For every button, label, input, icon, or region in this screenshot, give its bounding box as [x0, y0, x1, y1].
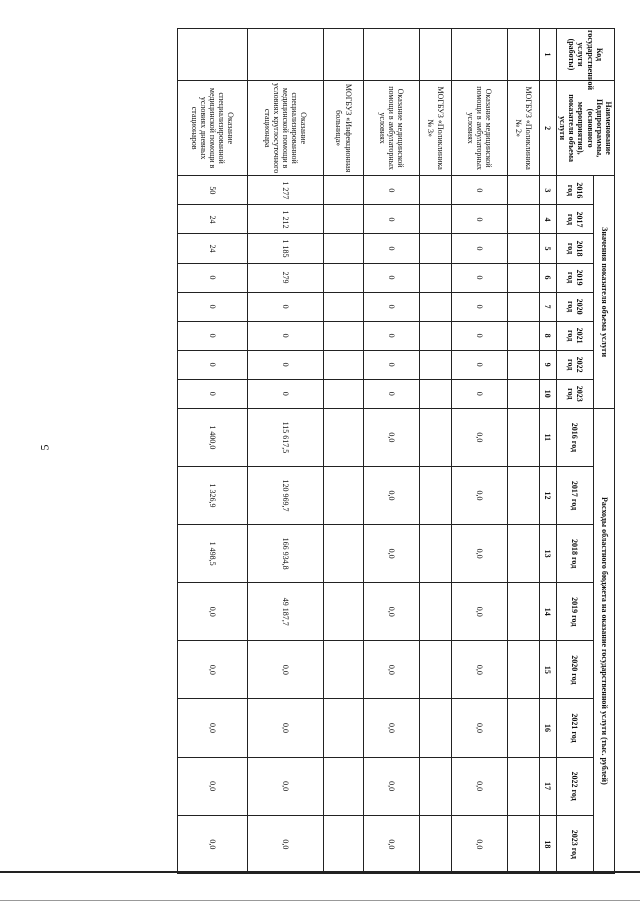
- volume-value-cell: [323, 350, 363, 379]
- volume-value-cell: [323, 321, 363, 350]
- budget-value-cell: [323, 815, 363, 873]
- volume-value-cell: [419, 379, 451, 408]
- table-row: [247, 29, 323, 874]
- volume-value-cell: 24: [177, 205, 247, 234]
- budget-value-cell: [507, 525, 539, 583]
- volume-value-cell: [419, 321, 451, 350]
- budget-value-cell: 1 400,0: [177, 408, 247, 466]
- volume-value-cell: 0: [177, 321, 247, 350]
- budget-value-cell: [323, 641, 363, 699]
- budget-year: 2020 год: [556, 641, 593, 699]
- budget-value-cell: [507, 583, 539, 641]
- service-code-cell: [247, 29, 323, 81]
- budget-value-cell: 120 969,7: [247, 466, 323, 524]
- header-code: Код государственной услуги (работы): [556, 29, 614, 81]
- budget-value-cell: 0,0: [177, 757, 247, 815]
- budget-value-cell: 0,0: [451, 757, 507, 815]
- volume-value-cell: [507, 321, 539, 350]
- volume-value-cell: 0: [363, 234, 419, 263]
- budget-value-cell: [323, 583, 363, 641]
- col-number: 5: [539, 234, 556, 263]
- col-number: 11: [539, 408, 556, 466]
- table-row: [363, 29, 419, 874]
- budget-value-cell: 0,0: [451, 815, 507, 873]
- volume-value-cell: 0: [363, 350, 419, 379]
- budget-value-cell: [419, 525, 451, 583]
- budget-value-cell: [419, 408, 451, 466]
- col-number: 10: [539, 379, 556, 408]
- service-code-cell: [451, 29, 507, 81]
- col-number: 15: [539, 641, 556, 699]
- budget-value-cell: [507, 757, 539, 815]
- vol-year: 2017 год: [556, 205, 593, 234]
- volume-value-cell: 279: [247, 263, 323, 292]
- service-name-cell: Оказание специализированной медицинской помощи в условиях круглосуточного стационара: [247, 80, 323, 175]
- budget-value-cell: 0,0: [451, 583, 507, 641]
- budget-value-cell: 0,0: [451, 408, 507, 466]
- budget-value-cell: [419, 815, 451, 873]
- volume-value-cell: [507, 350, 539, 379]
- volume-value-cell: 0: [247, 350, 323, 379]
- budget-value-cell: 49 187,7: [247, 583, 323, 641]
- service-code-cell: [419, 29, 451, 81]
- bottom-rule-thin: [0, 900, 640, 901]
- header-name: Наименование Подпрограммы, (основного мероприятия), показателя объема услуги: [556, 80, 614, 175]
- budget-value-cell: 0,0: [363, 583, 419, 641]
- col-number: 6: [539, 263, 556, 292]
- col-number: 9: [539, 350, 556, 379]
- service-name-cell: МОГБУЗ «Поликлиника № 3»: [419, 80, 451, 175]
- budget-value-cell: [323, 408, 363, 466]
- col-number: 3: [539, 176, 556, 205]
- volume-value-cell: [507, 292, 539, 321]
- budget-value-cell: 0,0: [363, 815, 419, 873]
- budget-value-cell: 0,0: [451, 699, 507, 757]
- volume-value-cell: 24: [177, 234, 247, 263]
- budget-value-cell: 0,0: [177, 699, 247, 757]
- service-name-cell: МОГБУЗ «Поликлиника № 2»: [507, 80, 539, 175]
- header-budget-group: Расходы областного бюджета на оказание государственной услуги (тыс. рублей): [593, 408, 614, 873]
- volume-value-cell: [323, 292, 363, 321]
- budget-value-cell: [507, 641, 539, 699]
- budget-value-cell: 115 617,5: [247, 408, 323, 466]
- budget-year: 2018 год: [556, 525, 593, 583]
- budget-year: 2021 год: [556, 699, 593, 757]
- budget-value-cell: 0,0: [363, 641, 419, 699]
- budget-value-cell: [323, 757, 363, 815]
- volume-value-cell: [323, 379, 363, 408]
- volume-value-cell: 0: [451, 379, 507, 408]
- service-code-cell: [177, 29, 247, 81]
- volume-value-cell: 0: [247, 292, 323, 321]
- budget-value-cell: 0,0: [363, 525, 419, 583]
- col-number: 1: [539, 29, 556, 81]
- service-name-cell: МОГБУЗ «Инфекционная больница»: [323, 80, 363, 175]
- bottom-rule: [0, 871, 640, 873]
- col-number: 4: [539, 205, 556, 234]
- service-code-cell: [363, 29, 419, 81]
- vol-year: 2023 год: [556, 379, 593, 408]
- budget-value-cell: [507, 408, 539, 466]
- volume-value-cell: 50: [177, 176, 247, 205]
- budget-value-cell: 0,0: [247, 757, 323, 815]
- budget-value-cell: 1 498,5: [177, 525, 247, 583]
- budget-value-cell: 0,0: [247, 699, 323, 757]
- budget-value-cell: 0,0: [247, 641, 323, 699]
- volume-value-cell: 0: [177, 292, 247, 321]
- budget-value-cell: 0,0: [177, 641, 247, 699]
- column-numbers-row: [539, 29, 556, 874]
- budget-value-cell: [419, 757, 451, 815]
- budget-value-cell: [419, 583, 451, 641]
- budget-value-cell: 0,0: [363, 757, 419, 815]
- volume-value-cell: 0: [363, 176, 419, 205]
- col-number: 2: [539, 80, 556, 175]
- table-row: [451, 29, 507, 874]
- volume-value-cell: 0: [451, 234, 507, 263]
- budget-year: 2016 год: [556, 408, 593, 466]
- service-name-cell: Оказание специализированной медицинской помощи в условиях дневных стационаров: [177, 80, 247, 175]
- volume-value-cell: 0: [363, 321, 419, 350]
- budget-value-cell: 0,0: [451, 466, 507, 524]
- volume-value-cell: 0: [451, 350, 507, 379]
- volume-value-cell: [323, 234, 363, 263]
- volume-value-cell: 0: [177, 379, 247, 408]
- budget-value-cell: [323, 525, 363, 583]
- budget-value-cell: [507, 466, 539, 524]
- table-row: [507, 29, 539, 874]
- budget-value-cell: 0,0: [363, 408, 419, 466]
- vol-year: 2020 год: [556, 292, 593, 321]
- budget-value-cell: 0,0: [363, 466, 419, 524]
- volume-value-cell: 0: [451, 263, 507, 292]
- budget-value-cell: [507, 699, 539, 757]
- volume-value-cell: 0: [451, 176, 507, 205]
- col-number: 17: [539, 757, 556, 815]
- vol-year: 2018 год: [556, 234, 593, 263]
- page-number: 5: [37, 444, 52, 451]
- budget-value-cell: 0,0: [451, 525, 507, 583]
- col-number: 13: [539, 525, 556, 583]
- col-number: 12: [539, 466, 556, 524]
- budget-value-cell: 0,0: [177, 815, 247, 873]
- table-row: [419, 29, 451, 874]
- service-code-cell: [507, 29, 539, 81]
- volume-value-cell: 0: [177, 350, 247, 379]
- budget-value-cell: [323, 699, 363, 757]
- volume-value-cell: [323, 205, 363, 234]
- col-number: 8: [539, 321, 556, 350]
- budget-year: 2019 год: [556, 583, 593, 641]
- volume-value-cell: 0: [247, 321, 323, 350]
- budget-value-cell: 0,0: [247, 815, 323, 873]
- volume-value-cell: [419, 234, 451, 263]
- volume-value-cell: [507, 234, 539, 263]
- service-name-cell: Оказание медицинской помощи в амбулаторных условиях: [363, 80, 419, 175]
- vol-year: 2016 год: [556, 176, 593, 205]
- budget-value-cell: 0,0: [363, 699, 419, 757]
- volume-value-cell: 0: [451, 292, 507, 321]
- volume-value-cell: 0: [177, 263, 247, 292]
- volume-value-cell: 0: [451, 321, 507, 350]
- budget-value-cell: 166 934,8: [247, 525, 323, 583]
- volume-value-cell: 1 212: [247, 205, 323, 234]
- volume-value-cell: 1 277: [247, 176, 323, 205]
- budget-value-cell: [419, 699, 451, 757]
- header-volume-group: Значения показателя объема услуги: [593, 176, 614, 408]
- vol-year: 2022 год: [556, 350, 593, 379]
- budget-year: 2023 год: [556, 815, 593, 873]
- budget-value-cell: [419, 466, 451, 524]
- volume-value-cell: [507, 176, 539, 205]
- volume-value-cell: [419, 176, 451, 205]
- volume-value-cell: 0: [363, 292, 419, 321]
- volume-value-cell: [323, 263, 363, 292]
- volume-value-cell: [419, 350, 451, 379]
- vol-year: 2019 год: [556, 263, 593, 292]
- volume-value-cell: [419, 263, 451, 292]
- volume-value-cell: [507, 205, 539, 234]
- volume-value-cell: 0: [363, 379, 419, 408]
- budget-value-cell: [507, 815, 539, 873]
- volume-value-cell: 0: [363, 205, 419, 234]
- budget-year: 2022 год: [556, 757, 593, 815]
- volume-value-cell: 1 185: [247, 234, 323, 263]
- service-name-cell: Оказание медицинской помощи в амбулаторных условиях: [451, 80, 507, 175]
- col-number: 7: [539, 292, 556, 321]
- budget-value-cell: [419, 641, 451, 699]
- volume-value-cell: [507, 379, 539, 408]
- rotated-table-page: [70, 20, 615, 880]
- table-row: [323, 29, 363, 874]
- service-code-cell: [323, 29, 363, 81]
- volume-value-cell: [507, 263, 539, 292]
- budget-value-cell: 1 326,9: [177, 466, 247, 524]
- budget-value-cell: 0,0: [177, 583, 247, 641]
- col-number: 14: [539, 583, 556, 641]
- budget-value-cell: 0,0: [451, 641, 507, 699]
- col-number: 18: [539, 815, 556, 873]
- volume-value-cell: 0: [363, 263, 419, 292]
- budget-value-cell: [323, 466, 363, 524]
- volume-value-cell: [419, 205, 451, 234]
- services-table: [177, 28, 615, 874]
- budget-year: 2017 год: [556, 466, 593, 524]
- volume-value-cell: 0: [451, 205, 507, 234]
- volume-value-cell: [419, 292, 451, 321]
- volume-value-cell: [323, 176, 363, 205]
- vol-year: 2021 год: [556, 321, 593, 350]
- table-row: [177, 29, 247, 874]
- volume-value-cell: 0: [247, 379, 323, 408]
- col-number: 16: [539, 699, 556, 757]
